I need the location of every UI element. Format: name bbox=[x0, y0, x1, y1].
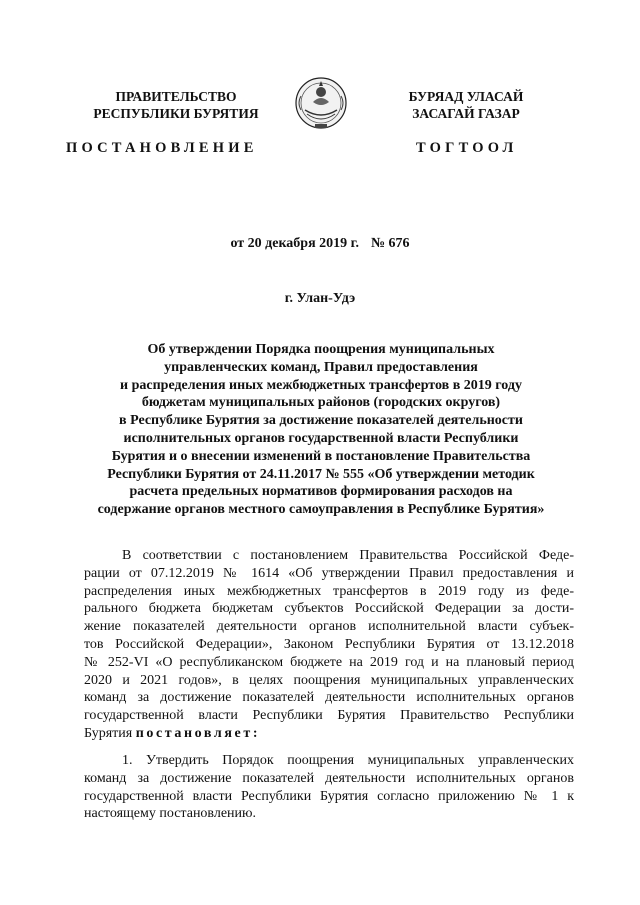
date-number-line bbox=[0, 236, 640, 252]
body-line: В соответствии с постановлением Правительства Российской Феде- bbox=[122, 548, 574, 563]
decree-label-ru: ПОСТАНОВЛЕНИЕ bbox=[66, 140, 258, 156]
title-line: исполнительных органов государственной власти Республики bbox=[123, 430, 519, 446]
body-line: 2020 и 2021 годов», в целях поощрения муниципальных управленческих bbox=[84, 672, 574, 688]
document-title bbox=[70, 341, 572, 519]
header-left-line1: ПРАВИТЕЛЬСТВО bbox=[115, 89, 237, 104]
header-right-line1: БУРЯАД УЛАСАЙ bbox=[408, 89, 524, 104]
body-line: команд за достижение показателей деятельности исполнительных органов bbox=[84, 690, 574, 706]
body-line: рального бюджета бюджетам субъектов Российской Федерации за дости- bbox=[84, 601, 574, 617]
body-line: настоящему постановлению. bbox=[84, 806, 256, 822]
title-line: бюджетам муниципальных районов (городских округов) bbox=[141, 395, 501, 411]
title-line: Республики Бурятия от 24.11.2017 № 555 «Об утверждении методик bbox=[107, 466, 535, 482]
body-line: тов Российской Федерации», Законом Республики Бурятия от 13.12.2018 bbox=[84, 636, 574, 652]
decree-label-bua: ТОГТООЛ bbox=[416, 140, 518, 156]
coat-of-arms-icon bbox=[291, 72, 351, 132]
resolution-word: постановляет: bbox=[135, 725, 261, 741]
preamble-paragraph bbox=[84, 547, 574, 743]
title-line: управленческих команд, Правил предоставления bbox=[164, 359, 478, 375]
title-line: расчета предельных нормативов формирования расходов на bbox=[129, 484, 513, 500]
header-right-authority bbox=[366, 88, 566, 122]
body-line: № 252-VI «О республиканском бюджете на 2019 год и на плановый период bbox=[84, 654, 574, 670]
title-line: Об утверждении Порядка поощрения муниципальных bbox=[147, 342, 495, 357]
title-line: Бурятия и о внесении изменений в постановление Правительства bbox=[111, 448, 531, 464]
title-line: и распределения иных межбюджетных трансфертов в 2019 году bbox=[120, 377, 522, 393]
city-line: г. Улан-Удэ bbox=[284, 291, 356, 306]
decree-date: от 20 декабря 2019 г. bbox=[230, 236, 359, 251]
title-line: в Республике Бурятия за достижение показателей деятельности bbox=[119, 413, 523, 429]
body-line: государственной власти Республики Бурятия Правительство Республики bbox=[84, 708, 574, 724]
body-line: рации от 07.12.2019 № 1614 «Об утверждении Правил предоставления и bbox=[84, 565, 574, 581]
body-line: государственной власти Республики Бурятия согласно приложению № 1 к bbox=[84, 788, 574, 804]
header-left-authority bbox=[76, 88, 276, 122]
header-left-line2: РЕСПУБЛИКИ БУРЯТИЯ bbox=[93, 106, 259, 121]
body-text: Бурятия bbox=[84, 725, 133, 741]
body-line: команд за достижение показателей деятельности исполнительных органов bbox=[84, 770, 574, 786]
body-line-final bbox=[84, 725, 574, 743]
body-line: 1. Утвердить Порядок поощрения муниципальных управленческих bbox=[122, 753, 574, 768]
title-line: содержание органов местного самоуправления в Республике Бурятия» bbox=[97, 502, 545, 518]
header-right-line2: ЗАСАГАЙ ГАЗАР bbox=[412, 106, 520, 121]
clause-1-paragraph bbox=[84, 752, 574, 823]
body-line: жение показателей деятельности органов исполнительной власти субъек- bbox=[84, 619, 574, 635]
decree-number: № 676 bbox=[370, 236, 410, 251]
body-line: распределения иных межбюджетных трансфертов в 2019 году из феде- bbox=[84, 583, 574, 599]
